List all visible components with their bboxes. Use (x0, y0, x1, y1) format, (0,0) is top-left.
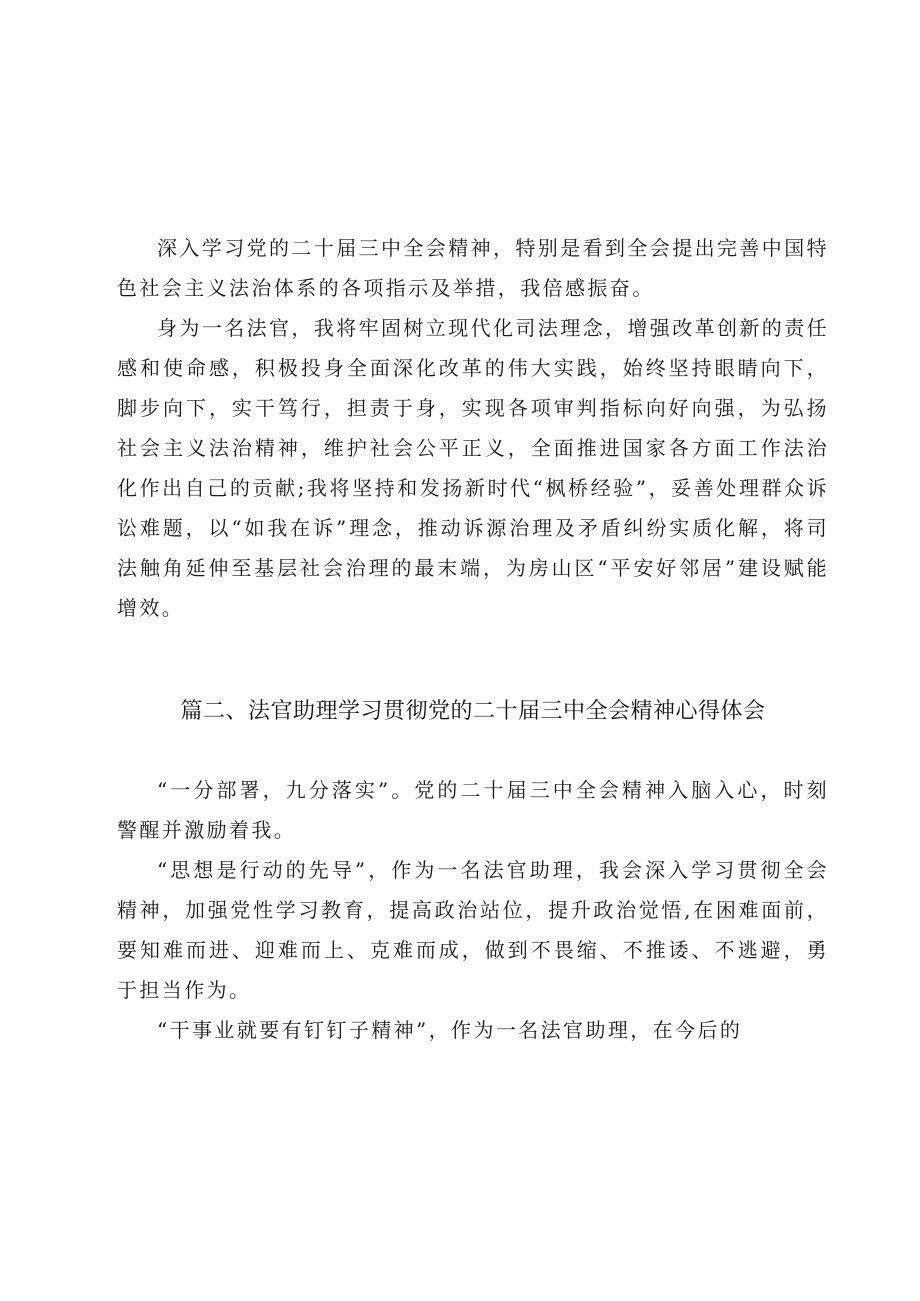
paragraph-judge-commitment: 身为一名法官，我将牢固树立现代化司法理念，增强改革创新的责任感和使命感，积极投身全面深化改革的伟大实践，始终坚持眼睛向下，脚步向下，实干笃行，担责于身，实现各项审判指标向好向强，为弘扬社会主义法治精神，维护社会公平正义，全面推进国家各方面工作法治化作出自己的贡献;我将坚持和发扬新时代“枫桥经验”，妥善处理群众诉讼难题，以“如我在诉”理念，推动诉源治理及矛盾纠纷实质化解，将司法触角延伸至基层社会治理的最末端，为房山区“平安好邻居”建设赋能增效。 (117, 316, 829, 620)
paragraph-intro: 深入学习党的二十届三中全会精神，特别是看到全会提出完善中国特色社会主义法治体系的各项指示及举措，我倍感振奋。 (117, 236, 829, 300)
paragraph-thought-guide: “思想是行动的先导”，作为一名法官助理，我会深入学习贯彻全会精神，加强党性学习教育，提高政治站位，提升政治觉悟,在困难面前，要知难而进、迎难而上、克难而成，做到不畏缩、不推诿、不逃避，勇于担当作为。 (117, 858, 829, 1002)
section-title: 篇二、法官助理学习贯彻党的二十届三中全会精神心得体会 (180, 699, 766, 724)
spacer (117, 732, 829, 770)
spacer (117, 628, 829, 692)
paragraph-implementation: “一分部署，九分落实”。党的二十届三中全会精神入脑入心，时刻警醒并激励着我。 (117, 778, 829, 842)
document-body (117, 228, 829, 1050)
paragraph-nail-spirit: “干事业就要有钉钉子精神”，作为一名法官助理，在今后的 (157, 1018, 743, 1042)
